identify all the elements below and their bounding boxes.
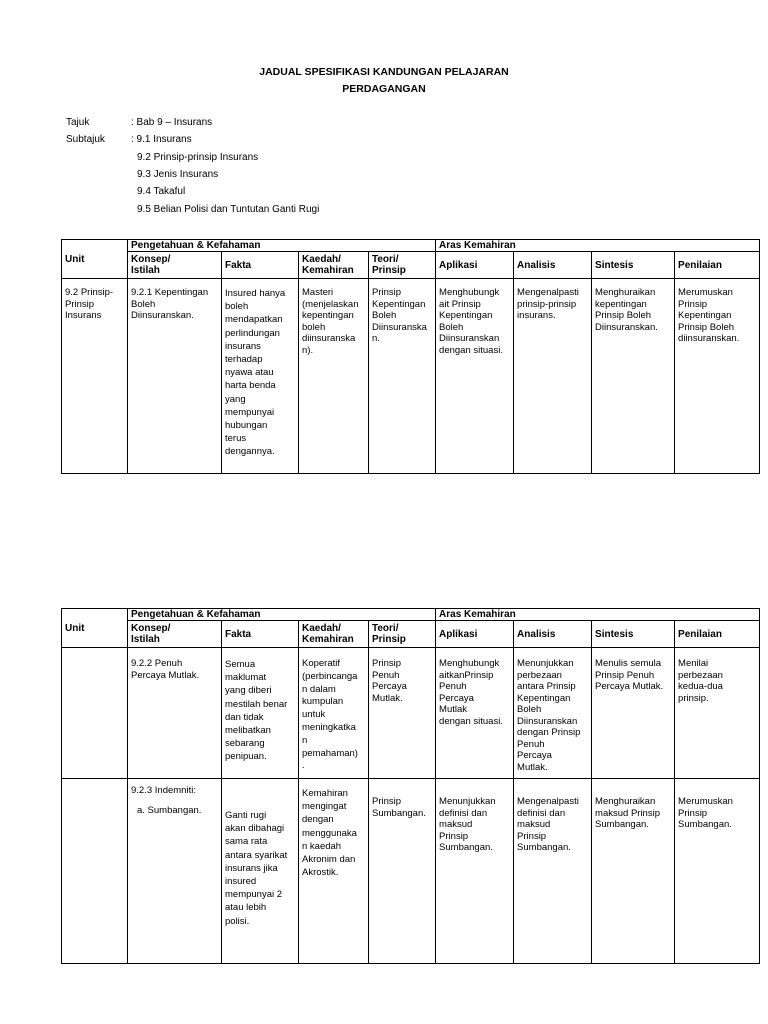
konsep-heading: 9.2.3 Indemniti: — [131, 785, 196, 796]
header-kaedah: Kaedah/ Kemahiran — [299, 621, 369, 648]
header-teori: Teori/ Prinsip — [369, 252, 436, 279]
header-penilaian: Penilaian — [675, 621, 760, 648]
header-analisis: Analisis — [514, 252, 592, 279]
tajuk-value: : Bab 9 – Insurans — [131, 117, 213, 128]
header-unit: Unit — [62, 609, 128, 648]
header-konsep: Konsep/ Istilah — [128, 252, 222, 279]
table-row — [62, 779, 760, 964]
cell-aplikasi: Menghubungk aitkanPrinsip Penuh Percaya Mutlak dengan situasi. — [436, 648, 514, 779]
cell-aplikasi: Menghubungk ait Prinsip Kepentingan Boleh Diinsuranskan dengan situasi. — [436, 279, 514, 474]
header-aras-kemahiran: Aras Kemahiran — [436, 609, 760, 621]
header-kaedah: Kaedah/ Kemahiran — [299, 252, 369, 279]
subtajuk-item: 9.2 Prinsip-prinsip Insurans — [137, 152, 259, 163]
cell-penilaian: Merumuskan Prinsip Kepentingan Prinsip Boleh diinsuranskan. — [675, 279, 760, 474]
cell-unit: 9.2 Prinsip- Prinsip Insurans — [62, 279, 128, 474]
header-sintesis: Sintesis — [592, 252, 675, 279]
cell-analisis: Menunjukkan perbezaan antara Prinsip Kepentingan Boleh Diinsuranskan dengan Prinsip Penuh Percaya Mutlak. — [514, 648, 592, 779]
subtajuk-item: : 9.1 Insurans — [131, 134, 192, 145]
header-teori: Teori/ Prinsip — [369, 621, 436, 648]
cell-analisis: Mengenalpasti definisi dan maksud Prinsip Sumbangan. — [514, 779, 592, 964]
spec-table-1 — [61, 239, 760, 474]
header-konsep: Konsep/ Istilah — [128, 621, 222, 648]
header-pengetahuan: Pengetahuan & Kefahaman — [128, 609, 436, 621]
header-aras-kemahiran: Aras Kemahiran — [436, 240, 760, 252]
cell-unit — [62, 779, 128, 964]
subtajuk-label: Subtajuk — [66, 134, 105, 145]
cell-sintesis: Menghuraikan kepentingan Prinsip Boleh Diinsuranskan. — [592, 279, 675, 474]
document-subtitle: PERDAGANGAN — [342, 83, 426, 95]
konsep-subitem: a. Sumbangan. — [137, 804, 202, 816]
table-row — [62, 279, 760, 474]
header-analisis: Analisis — [514, 621, 592, 648]
cell-sintesis: Menghuraikan maksud Prinsip Sumbangan. — [592, 779, 675, 964]
cell-kaedah: Kemahiran mengingat dengan menggunaka n kaedah Akronim dan Akrostik. — [299, 779, 369, 964]
subtajuk-item: 9.3 Jenis Insurans — [137, 169, 219, 180]
header-pengetahuan: Pengetahuan & Kefahaman — [128, 240, 436, 252]
subtajuk-item: 9.5 Belian Polisi dan Tuntutan Ganti Rugi — [137, 204, 320, 215]
cell-aplikasi: Menunjukkan definisi dan maksud Prinsip Sumbangan. — [436, 779, 514, 964]
cell-penilaian: Menilai perbezaan kedua-dua prinsip. — [675, 648, 760, 779]
header-penilaian: Penilaian — [675, 252, 760, 279]
header-fakta: Fakta — [222, 252, 299, 279]
header-aplikasi: Aplikasi — [436, 252, 514, 279]
cell-analisis: Mengenalpasti prinsip-prinsip insurans. — [514, 279, 592, 474]
header-sintesis: Sintesis — [592, 621, 675, 648]
cell-kaedah: Koperatif (perbincanga n dalam kumpulan untuk meningkatka n pemahaman) . — [299, 648, 369, 779]
cell-konsep: 9.2.2 Penuh Percaya Mutlak. — [128, 648, 222, 779]
cell-teori: Prinsip Penuh Percaya Mutlak. — [369, 648, 436, 779]
cell-fakta: Ganti rugi akan dibahagi sama rata antara syarikat insurans jika insured mempunyai 2 atau lebih polisi. — [222, 779, 299, 964]
document-title: JADUAL SPESIFIKASI KANDUNGAN PELAJARAN — [259, 66, 509, 78]
cell-penilaian: Merumuskan Prinsip Sumbangan. — [675, 779, 760, 964]
spec-table-2 — [61, 608, 760, 964]
subtajuk-item: 9.4 Takaful — [137, 186, 186, 197]
cell-sintesis: Menulis semula Prinsip Penuh Percaya Mutlak. — [592, 648, 675, 779]
table-row — [62, 648, 760, 779]
cell-kaedah: Masteri (menjelaskan kepentingan boleh diinsuranska n). — [299, 279, 369, 474]
header-fakta: Fakta — [222, 621, 299, 648]
header-aplikasi: Aplikasi — [436, 621, 514, 648]
cell-fakta: Semua maklumat yang diberi mestilah benar dan tidak melibatkan sebarang penipuan. — [222, 648, 299, 779]
tajuk-label: Tajuk — [66, 117, 90, 128]
cell-teori: Prinsip Kepentingan Boleh Diinsuranska n. — [369, 279, 436, 474]
cell-konsep — [128, 779, 222, 964]
cell-fakta: Insured hanya boleh mendapatkan perlindungan insurans terhadap nyawa atau harta benda yang mempunyai hubungan terus dengannya. — [222, 279, 299, 474]
cell-konsep: 9.2.1 Kepentingan Boleh Diinsuranskan. — [128, 279, 222, 474]
cell-unit — [62, 648, 128, 779]
cell-teori: Prinsip Sumbangan. — [369, 779, 436, 964]
header-unit: Unit — [62, 240, 128, 279]
